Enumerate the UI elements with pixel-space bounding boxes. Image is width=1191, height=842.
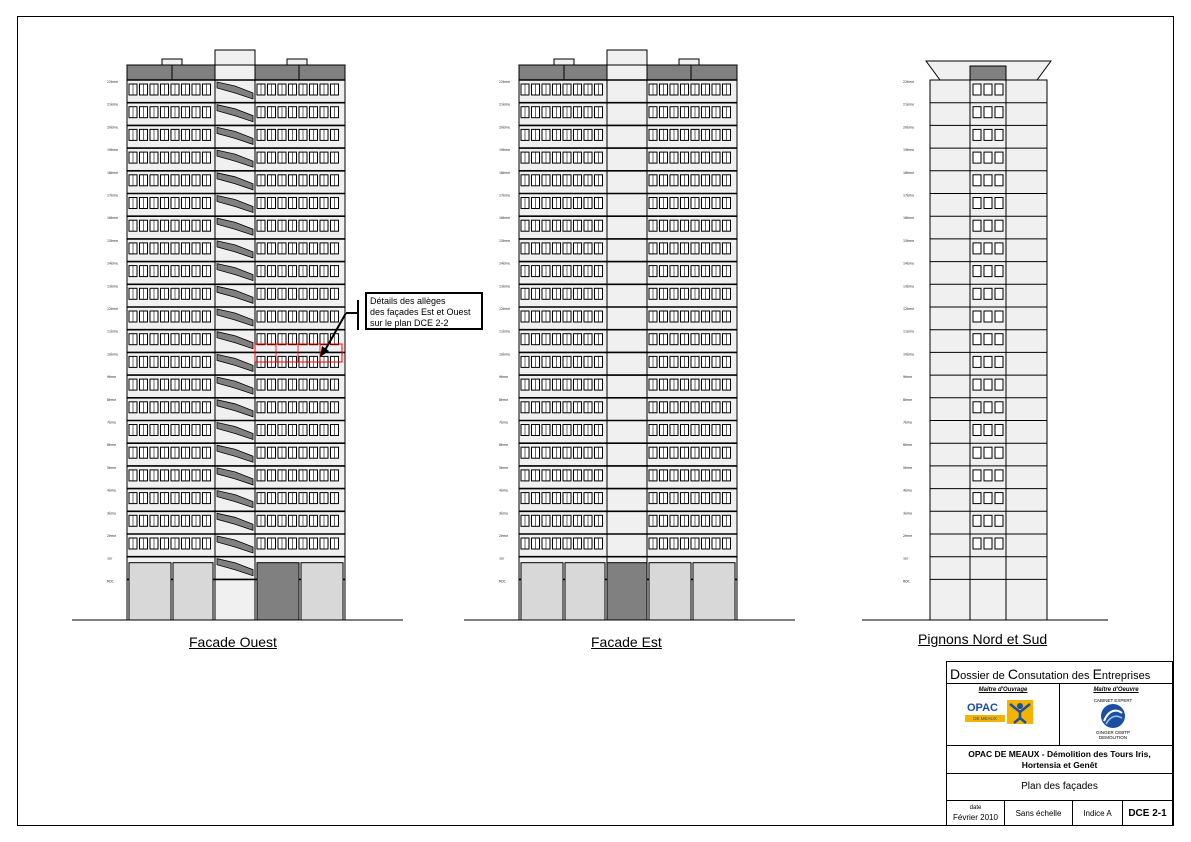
gable-window (984, 515, 992, 526)
gable-window (984, 493, 992, 504)
gable-window (984, 243, 992, 254)
level-label: 22ème (499, 80, 511, 84)
level-label: 2ème (499, 534, 509, 538)
gable-window (973, 129, 981, 140)
project-name: OPAC DE MEAUX - Démolition des Tours Iris, Hortensia et Genêt (947, 746, 1172, 774)
gable-window (995, 334, 1003, 345)
callout-line-2: des façades Est et Ouest (370, 307, 471, 317)
level-label: 9ème (903, 375, 913, 380)
level-label: 5ème (499, 465, 509, 470)
level-label: 12ème (499, 307, 511, 311)
gable-window (973, 425, 981, 436)
facade-est-title: Facade Est (591, 634, 662, 650)
facade-ouest-title: Facade Ouest (189, 634, 277, 650)
level-label: 12ème (903, 307, 915, 311)
level-label: 20ème (499, 125, 511, 130)
level-label: 2ème (107, 534, 117, 538)
gable-window (984, 107, 992, 118)
gable-window (995, 356, 1003, 367)
ginger-cebtp-logo: CABINET EXPERT GINGER CEBTP DEMOLITION (1093, 698, 1133, 740)
level-label: 3ème (903, 511, 913, 516)
gable-window (973, 152, 981, 163)
plan-title: Plan des façades (947, 774, 1172, 801)
level-label: 1er (903, 556, 909, 561)
level-label: 11ème (903, 329, 915, 334)
gable-window (973, 288, 981, 299)
level-label: 9ème (107, 375, 117, 380)
level-label: 7ème (499, 420, 509, 425)
gable-window (973, 175, 981, 186)
core-entrance (607, 563, 647, 620)
level-label: 13ème (903, 284, 915, 289)
gable-window (995, 447, 1003, 458)
level-label: 11ème (499, 329, 511, 334)
gable-window (995, 311, 1003, 322)
index-cell: Indice A (1073, 801, 1123, 825)
level-label: 22ème (107, 80, 119, 84)
level-label: 8ème (903, 397, 913, 402)
gable-window (984, 334, 992, 345)
gable-window (984, 311, 992, 322)
callout-line-3: sur le plan DCE 2-2 (370, 318, 449, 328)
gable-window (973, 107, 981, 118)
facade-est-drawing (464, 50, 795, 620)
ground-panel (129, 563, 171, 620)
maitre-oeuvre-label: Maître d'Oeuvre (1093, 687, 1139, 693)
gable-window (973, 538, 981, 549)
ground-panel (521, 563, 563, 620)
gable-window (984, 84, 992, 95)
ground-panel (565, 563, 605, 620)
level-label: 19ème (499, 148, 511, 153)
roof-plant (970, 66, 1006, 80)
gable-window (984, 447, 992, 458)
gable-window (984, 266, 992, 277)
gable-window (995, 84, 1003, 95)
gable-window (984, 379, 992, 390)
level-label: 18ème (107, 170, 119, 175)
gable-window (973, 493, 981, 504)
gable-window (973, 220, 981, 231)
gable-window (984, 198, 992, 209)
level-label: 17ème (107, 193, 119, 198)
ground-panel (257, 563, 299, 620)
reference-cell: DCE 2-1 (1128, 807, 1167, 819)
gable-window (984, 152, 992, 163)
level-label: RDC (499, 579, 506, 584)
roof-vent (287, 59, 307, 65)
gable-window (973, 84, 981, 95)
level-label: 6ème (903, 443, 913, 448)
gable-window (995, 220, 1003, 231)
level-label: 19ème (107, 148, 119, 153)
level-label: 7ème (903, 420, 913, 425)
ground-panel (301, 563, 343, 620)
level-label: 20ème (107, 125, 119, 130)
gable-window (995, 152, 1003, 163)
ground-panel (649, 563, 691, 620)
level-label: 10ème (499, 352, 511, 357)
level-label: 20ème (903, 125, 915, 130)
callout-note (365, 292, 483, 330)
level-label: 19ème (903, 148, 915, 153)
facade-ouest-drawing (72, 50, 403, 620)
gable-window (995, 175, 1003, 186)
gable-window (995, 425, 1003, 436)
level-label: 8ème (107, 397, 117, 402)
level-label: 14ème (499, 261, 511, 266)
level-label: 5ème (107, 465, 117, 470)
level-label: 4ème (903, 488, 913, 493)
level-label: 15ème (499, 238, 511, 243)
level-label: 1er (107, 556, 113, 561)
gable-window (973, 311, 981, 322)
opac-logo: OPAC DE MEAUX (965, 700, 1035, 724)
roof-vent (554, 59, 574, 65)
level-label: 12ème (107, 307, 119, 311)
gable-window (973, 243, 981, 254)
gable-window (984, 538, 992, 549)
level-label: 18ème (499, 170, 511, 175)
level-label: 16ème (107, 216, 119, 221)
title-block-heading: Dossier de Consutation des Entreprises (947, 662, 1172, 684)
title-block-footer (947, 801, 1172, 825)
level-label: 7ème (107, 420, 117, 425)
level-label: 11ème (107, 329, 119, 334)
level-label: 6ème (107, 443, 117, 448)
level-label: RDC (107, 579, 114, 584)
gable-window (995, 515, 1003, 526)
pignons-title: Pignons Nord et Sud (918, 631, 1048, 647)
level-label: 3ème (499, 511, 509, 516)
gable-window (984, 220, 992, 231)
level-label: 15ème (903, 238, 915, 243)
gable-window (995, 198, 1003, 209)
scale-cell: Sans échelle (1005, 801, 1073, 825)
gable-window (995, 493, 1003, 504)
level-label: 13ème (499, 284, 511, 289)
level-label: 18ème (903, 170, 915, 175)
maitre-ouvrage-cell (947, 684, 1060, 745)
gable-window (973, 402, 981, 413)
gable-window (995, 243, 1003, 254)
title-block (946, 661, 1173, 826)
gable-window (973, 379, 981, 390)
gable-window (995, 379, 1003, 390)
gable-window (973, 470, 981, 481)
opac-figure-icon (1007, 700, 1033, 724)
level-label: 13ème (107, 284, 119, 289)
gable-window (995, 538, 1003, 549)
gable-window (973, 356, 981, 367)
title-block-logos (947, 684, 1172, 746)
level-label: 2ème (903, 534, 913, 538)
level-label: 5ème (903, 465, 913, 470)
gable-window (973, 334, 981, 345)
level-label: 3ème (107, 511, 117, 516)
level-label: 21ème (903, 102, 915, 107)
level-label: 21ème (107, 102, 119, 107)
level-label: 21ème (499, 102, 511, 107)
gable-window (995, 402, 1003, 413)
pignons-drawing (862, 61, 1108, 620)
level-label: 4ème (499, 488, 509, 493)
level-label: 22ème (903, 80, 915, 84)
gable-window (973, 198, 981, 209)
gable-window (995, 107, 1003, 118)
ginger-emblem-icon (1100, 703, 1126, 729)
gable-window (973, 266, 981, 277)
roof-vent (162, 59, 182, 65)
level-label: 17ème (499, 193, 511, 198)
level-label: 16ème (499, 216, 511, 221)
level-label: 10ème (107, 352, 119, 357)
gable-window (995, 129, 1003, 140)
lift-housing (607, 50, 647, 65)
gable-window (984, 129, 992, 140)
ground-panel (693, 563, 735, 620)
gable-window (973, 447, 981, 458)
level-label: 14ème (107, 261, 119, 266)
gable-window (984, 356, 992, 367)
lift-housing (215, 50, 255, 65)
level-label: 17ème (903, 193, 915, 198)
level-label: 16ème (903, 216, 915, 221)
maitre-ouvrage-label: Maître d'Ouvrage (978, 687, 1028, 693)
level-label: 6ème (499, 443, 509, 448)
level-label: 1er (499, 556, 505, 561)
level-label: 4ème (107, 488, 117, 493)
gable-window (984, 425, 992, 436)
level-label: 14ème (903, 261, 915, 266)
level-label: 8ème (499, 397, 509, 402)
gable-window (995, 470, 1003, 481)
gable-window (984, 470, 992, 481)
gable-window (995, 288, 1003, 299)
level-label: 9ème (499, 375, 509, 380)
gable-window (984, 175, 992, 186)
callout-line-1: Détails des allèges (370, 296, 446, 306)
gable-window (973, 515, 981, 526)
roof-vent (679, 59, 699, 65)
level-label: RDC (903, 579, 910, 584)
gable-window (995, 266, 1003, 277)
ground-panel (173, 563, 213, 620)
gable-window (984, 402, 992, 413)
level-label: 10ème (903, 352, 915, 357)
gable-window (984, 288, 992, 299)
level-label: 15ème (107, 238, 119, 243)
date-cell: date Février 2010 (947, 801, 1005, 825)
